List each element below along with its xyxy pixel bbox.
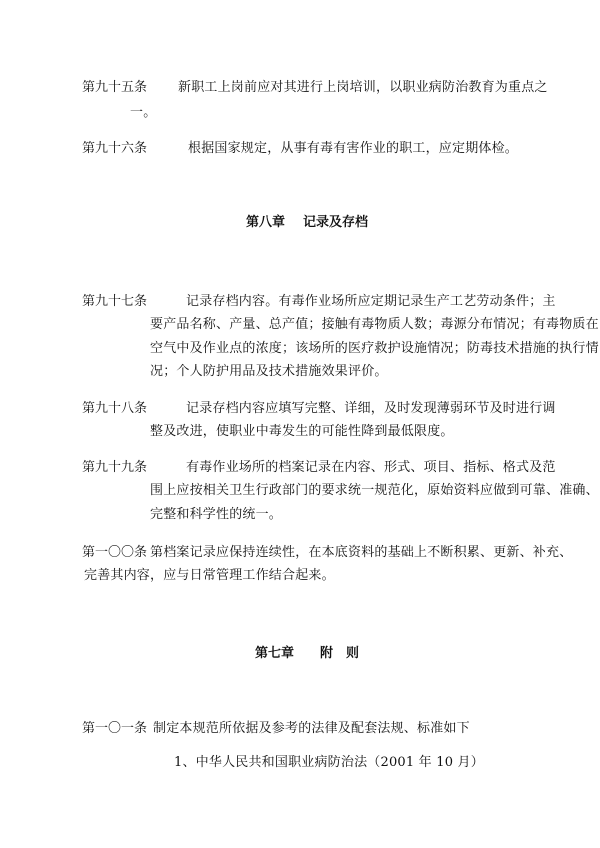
chapter-heading [246,211,368,230]
article-text-line: 有毒作业场所的档案记录在内容、形式、项目、指标、格式及范 [186,460,556,475]
article-label: 第九十七条 [82,294,148,309]
article-text-line: 完善其内容，应与日常管理工作结合起来。 [84,568,335,583]
article-text-line: 记录存档内容。有毒作业场所应定期记录生产工艺劳动条件；主 [186,294,556,309]
article-text-line: 一。 [130,105,157,120]
article-label: 第九十六条 [82,141,148,156]
chapter-title: 附 则 [320,646,360,661]
article-label: 第一〇一条 [82,721,148,736]
article-text-line: 完整和科学性的统一。 [150,507,283,522]
article-text-line: 围上应按相关卫生行政部门的要求统一规范化，原始资料应做到可靠、准确、 [150,483,599,498]
article-label: 第九十五条 [82,80,148,95]
article-text-line: 记录存档内容应填写完整、详细，及时发现薄弱环节及时进行调 [186,401,556,416]
reference-item: 1、中华人民共和国职业病防治法（2001 年 10 月） [174,755,484,770]
chapter-heading [255,642,359,661]
article-label: 第一〇〇条 [82,545,148,560]
article-text-line: 空气中及作业点的浓度；该场所的医疗救护设施情况；防毒技术措施的执行情 [150,341,599,356]
article-text-line: 第档案记录应保持连续性，在本底资料的基础上不断积累、更新、补充、 [150,545,573,560]
article-label: 第九十八条 [82,401,148,416]
article-label: 第九十九条 [82,460,148,475]
article-text-line: 况；个人防护用品及技术措施效果评价。 [150,364,388,379]
article-text-line: 要产品名称、产量、总产值；接触有毒物质人数；毒源分布情况；有毒物质在 [150,317,599,332]
chapter-title: 记录及存档 [303,215,369,230]
chapter-number: 第八章 [246,215,286,230]
article-text-line: 根据国家规定，从事有毒有害作业的职工，应定期体检。 [188,141,519,156]
article-text-line: 新职工上岗前应对其进行上岗培训，以职业病防治教育为重点之 [178,80,548,95]
chapter-number: 第七章 [255,646,295,661]
article-text-line: 整及改进，使职业中毒发生的可能性降到最低限度。 [150,424,454,439]
article-text-line: 制定本规范所依据及参考的法律及配套法规、标准如下 [153,721,470,736]
